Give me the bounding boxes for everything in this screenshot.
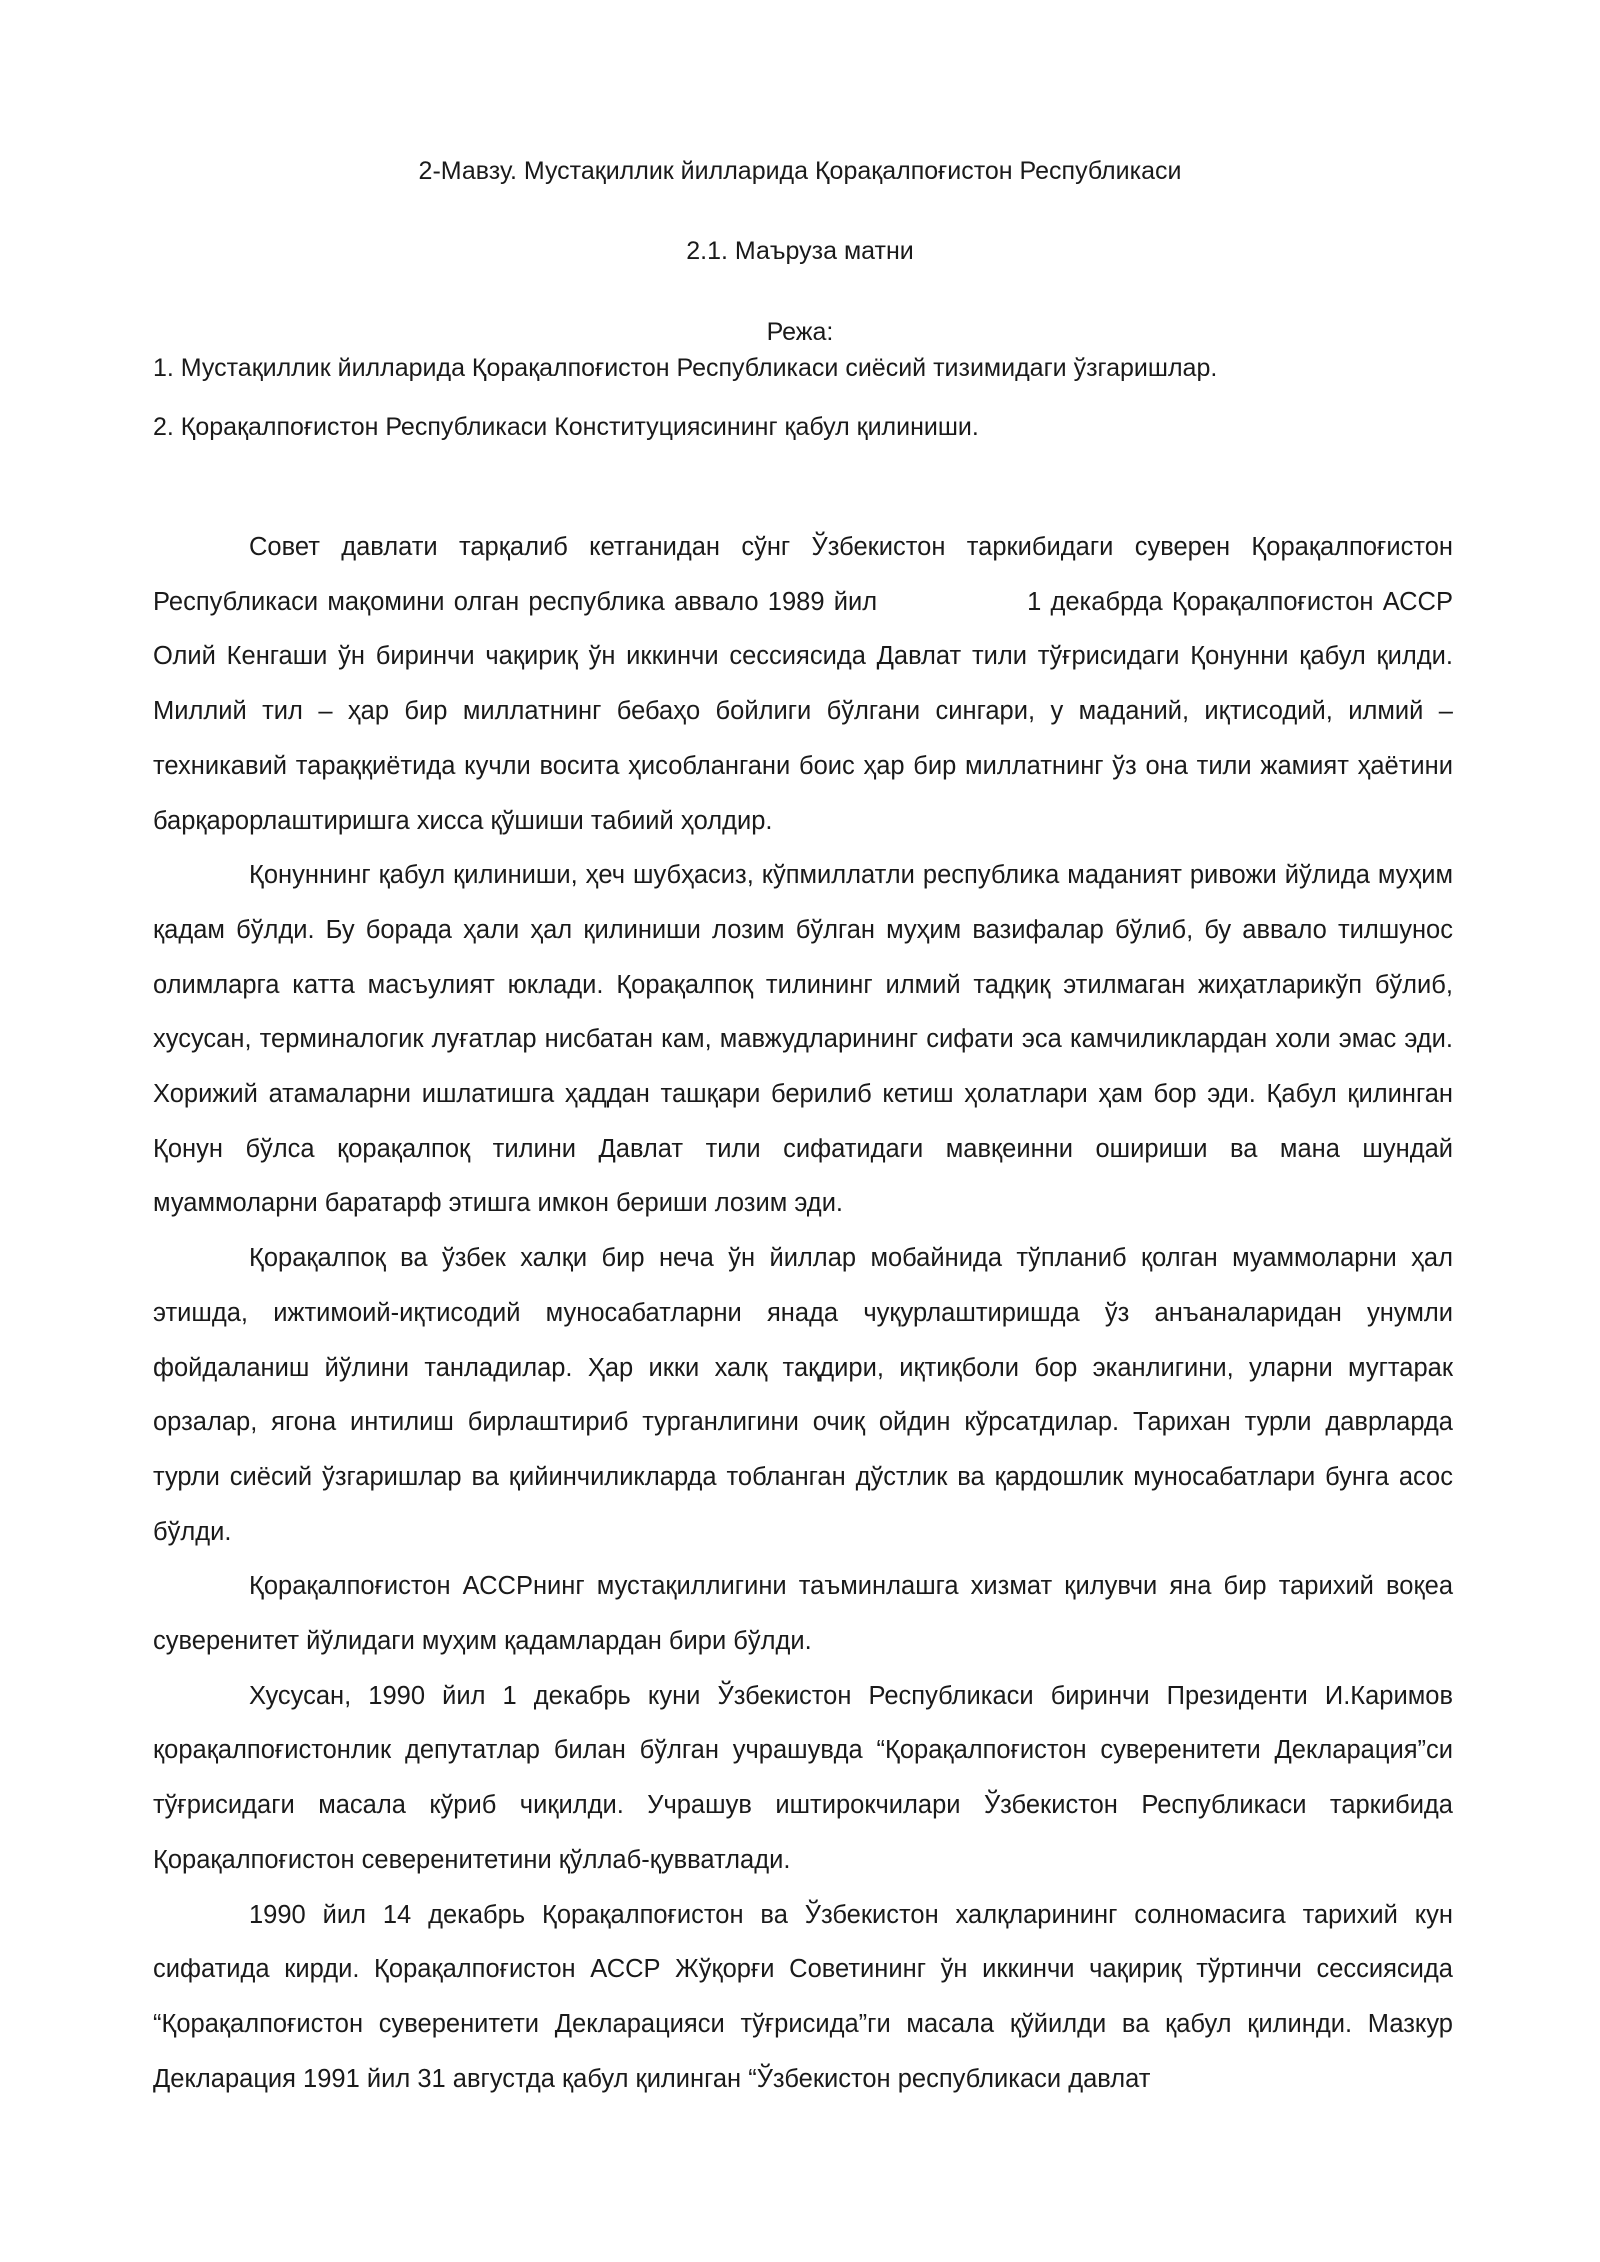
paragraph-text: Совет давлати тарқалиб кетганидан сўнг Ўзбекистон таркибидаги суверен Қорақалпоғистон Республикаси мақомини олган республика аввало 1989 йил — [153, 533, 1453, 616]
body-text — [153, 520, 1453, 2106]
plan-heading: Режа: — [766, 318, 834, 346]
topic-title: 2-Мавзу. Мустақиллик йилларида Қорақалпоғистон Республикаси — [418, 157, 1182, 185]
lecture-title: 2.1. Маъруза матни — [686, 237, 914, 265]
body-paragraph: Қонуннинг қабул қилиниши, ҳеч шубҳасиз, кўпмиллатли республика маданият ривожи йўлида муҳим қадам бўлди. Бу борада ҳали ҳал қилиниши лозим бўлган муҳим вазифалар бўлиб, бу аввало тилшунос олимларга катта масъулият юклади. Қорақалпоқ тилининг илмий тадқиқ этилмаган жиҳатларикўп бўлиб, хусусан, терминалогик луғатлар нисбатан кам, мавжудларининг сифати эса камчиликлардан холи эмас эди. Хорижий атамаларни ишлатишга ҳаддан ташқари берилиб кетиш ҳолатлари ҳам бор эди. Қабул қилинган Қонун бўлса қорақалпоқ тилини Давлат тили сифатидаги мавқеинни ошириши ва мана шундай муаммоларни баратарф этишга имкон бериши лозим эди. — [153, 861, 1453, 1218]
body-paragraph: Қорақалпоғистон АССРнинг мустақиллигини таъминлашга хизмат қилувчи яна бир тарихий воқеа суверенитет йўлидаги муҳим қадамлардан бири бўлди. — [153, 1572, 1453, 1656]
body-paragraph: Қорақалпоқ ва ўзбек халқи бир неча ўн йиллар мобайнида тўпланиб қолган муаммоларни ҳал этишда, ижтимоий-иқтисодий муносабатларни янада чуқурлаштиришда ўз анъаналаридан унумли фойдаланиш йўлини танладилар. Ҳар икки халқ тақдири, иқтиқболи бор эканлигини, уларни мугтарак орзалар, ягона интилиш бирлаштириб турганлигини очиқ ойдин кўрсатдилар. Тарихан турли даврларда турли сиёсий ўзгаришлар ва қийинчиликларда тобланган дўстлик ва қардошлик муносабатлари бунга асос бўлди. — [153, 1244, 1453, 1546]
body-paragraph — [153, 520, 1453, 848]
body-paragraph: Хусусан, 1990 йил 1 декабрь куни Ўзбекистон Республикаси биринчи Президенти И.Каримов қорақалпоғистонлик депутатлар билан бўлган учрашувда “Қорақалпоғистон суверенитети Декларация”си тўғрисидаги масала кўриб чиқилди. Учрашув иштирокчилари Ўзбекистон Республикаси таркибида Қорақалпоғистон северенитетини қўллаб-қувватлади. — [153, 1681, 1453, 1874]
plan-item: 1. Мустақиллик йилларида Қорақалпоғистон Республикаси сиёсий тизимидаги ўзгаришлар. — [153, 354, 1218, 382]
paragraph-text: 1 декабрда Қорақалпоғистон АССР Олий Кенгаши ўн биринчи чақириқ ўн иккинчи сессиясида Давлат тили тўғрисидаги Қонунни қабул қилди. Миллий тил – ҳар бир миллатнинг бебаҳо бойлиги бўлгани сингари, у маданий, иқтисодий, илмий – техникавий тараққиётида кучли восита ҳисоблангани боис ҳар бир миллатнинг ўз она тили жамият ҳаётини барқарорлаштиришга хисса қўшиши табиий ҳолдир. — [153, 587, 1453, 835]
body-paragraph: 1990 йил 14 декабрь Қорақалпоғистон ва Ўзбекистон халқларининг солномасига тарихий кун сифатида кирди. Қорақалпоғистон АССР Жўқорғи Советининг ўн иккинчи чақириқ тўртинчи сессиясида “Қорақалпоғистон суверенитети Декларацияси тўғрисида”ги масала қўйилди ва қабул қилинди. Мазкур Декларация 1991 йил 31 августда қабул қилинган “Ўзбекистон республикаси давлат — [153, 1900, 1453, 2093]
plan-item: 2. Қорақалпоғистон Республикаси Конституциясининг қабул қилиниши. — [153, 413, 979, 441]
